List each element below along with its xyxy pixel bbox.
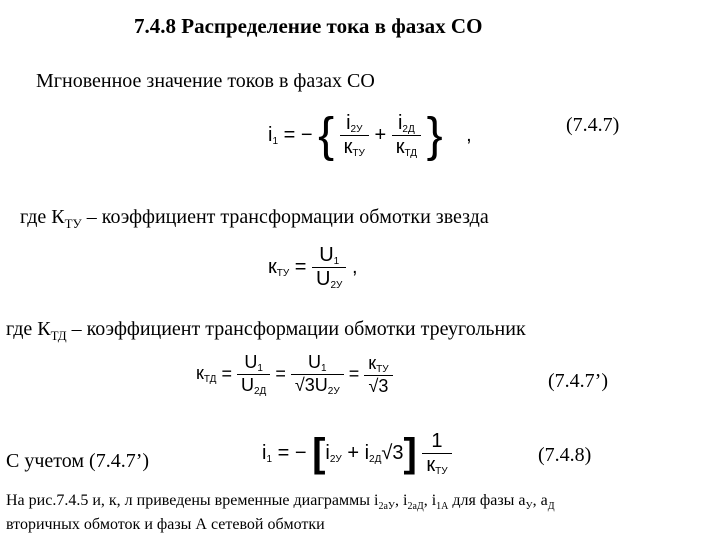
eq1-lhs: $i_1$ <box>268 123 279 147</box>
eq1-brace-close: } <box>426 109 443 162</box>
ktd-equals-3: = <box>348 363 360 384</box>
ktd-equals-2: = <box>275 363 286 384</box>
eq1-fraction-2: $\frac{i_{2Д}}{к_{ТД}}$ <box>392 112 421 159</box>
equation-7-4-7 <box>268 108 472 163</box>
figure-note-line-2: вторичных обмоток и фазы А сетевой обмотки <box>6 516 325 533</box>
ktd-equals-1: = <box>221 363 232 384</box>
figure-note-line-1: На рис.7.4.5 и, к, л приведены временные диаграммы $i_{2аУ}$, $i_{2аД}$, $i_{1А}$ для фазы $а_У$, $а_Д$ <box>6 492 555 513</box>
eq3-fraction: $\frac{1}{к_{ТУ}}$ <box>422 430 451 477</box>
ktd-lhs: $к_{ТД}$ <box>196 363 217 386</box>
with-account-text: С учетом (7.4.7’) <box>6 450 150 472</box>
eq3-plus: + <box>347 441 360 464</box>
equation-7-4-8 <box>262 430 452 477</box>
ktu-lhs: $к_{ТУ}$ <box>268 255 290 279</box>
eq3-bracket-close: ] <box>403 431 417 475</box>
eq1-equals: = − <box>283 123 313 146</box>
eq3-term-1: $i_{2У}$ <box>325 441 342 465</box>
eq-number-7-4-7-prime: (7.4.7’) <box>548 370 608 392</box>
eq1-comma: , <box>466 123 472 146</box>
eq1-plus: + <box>374 123 387 146</box>
eq3-term-2: $i_{2Д}√3$ <box>364 441 404 465</box>
section-title: 7.4.8 Распределение тока в фазах СО <box>134 14 483 38</box>
ktu-comma: , <box>351 255 358 278</box>
equation-ktu <box>268 244 358 291</box>
eq1-fraction-1: $\frac{i_{2У}}{к_{ТУ}}$ <box>340 112 369 159</box>
ktd-fraction-3: $\frac{к_{ТУ}}{√3}$ <box>364 353 392 397</box>
eq3-equals: = − <box>277 441 307 464</box>
ktd-fraction-1: $\frac{U_1}{U_{2Д}}$ <box>237 352 270 397</box>
eq-number-7-4-7: (7.4.7) <box>566 114 620 136</box>
eq3-bracket-open: [ <box>312 431 326 475</box>
ktd-fraction-2: $\frac{U_1}{√3U_{2У}}$ <box>291 352 344 397</box>
ktd-definition: где $К_{ТД}$ – коэффициент трансформации обмотки треугольник <box>6 318 526 343</box>
intro-text: Мгновенное значение токов в фазах СО <box>36 70 375 92</box>
equation-ktd <box>196 352 393 397</box>
ktu-fraction: $\frac{U_1}{U_{2У}}$ <box>312 244 346 291</box>
eq3-lhs: $i_1$ <box>262 441 273 465</box>
eq-number-7-4-8: (7.4.8) <box>538 444 592 466</box>
ktu-definition: где $К_{ТУ}$ – коэффициент трансформации обмотки звезда <box>20 206 489 231</box>
ktu-equals: = <box>294 255 307 278</box>
eq1-brace-open: { <box>318 109 335 162</box>
